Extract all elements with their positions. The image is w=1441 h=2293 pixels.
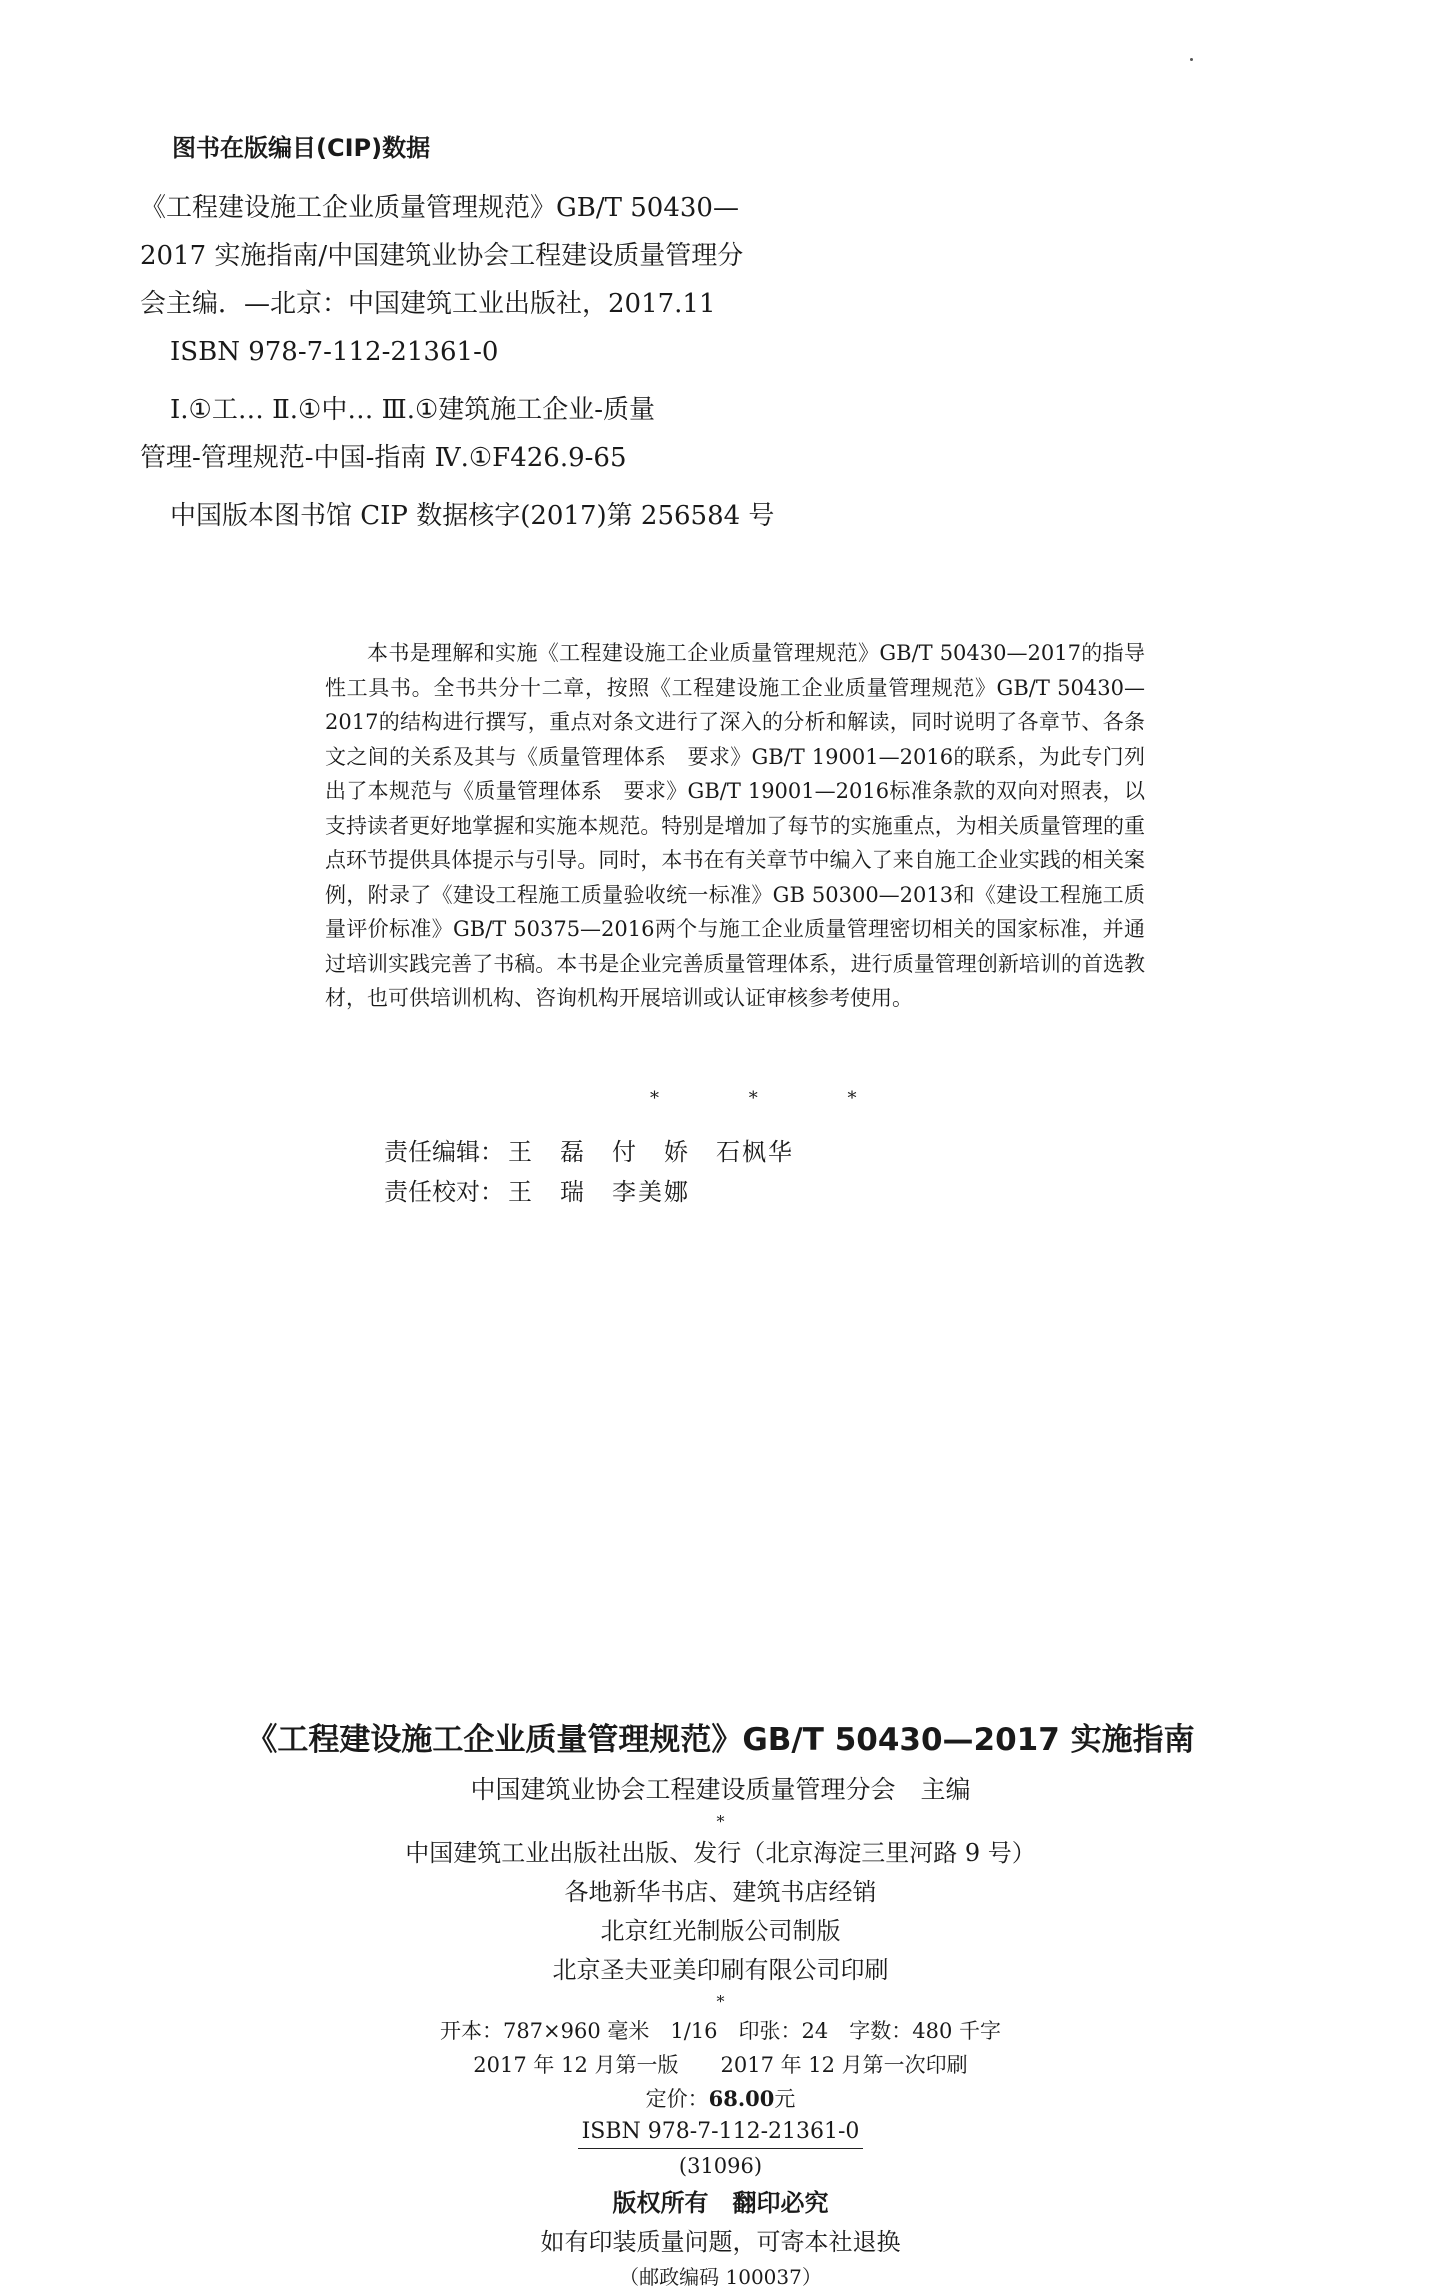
colophon-rights: 版权所有 翻印必究 xyxy=(612,2189,829,2217)
editors-block xyxy=(384,1132,794,1212)
responsible-editor-names: 王 磊 付 娇 石枫华 xyxy=(508,1138,794,1166)
colophon-printer: 北京圣夫亚美印刷有限公司印刷 xyxy=(552,1956,889,1984)
colophon-return-notice: 如有印装质量问题，可寄本社退换 xyxy=(540,2228,901,2256)
price-unit: 元 xyxy=(774,2087,796,2111)
colophon-edition: 2017 年 12 月第一版 2017 年 12 月第一次印刷 xyxy=(473,2053,968,2077)
cip-classification: 管理-管理规范-中国-指南 Ⅳ.①F426.9-65 xyxy=(140,443,627,473)
colophon-postcode: （邮政编码 100037） xyxy=(619,2265,822,2289)
proofreader-names: 王 瑞 李美娜 xyxy=(508,1178,690,1206)
cip-title: 图书在版编目(CIP)数据 xyxy=(172,134,431,162)
colophon-specs: 开本：787×960 毫米 1/16 印张：24 字数：480 千字 xyxy=(439,2019,1002,2043)
proofreader-label: 责任校对： xyxy=(384,1178,504,1206)
cip-line: 《工程建设施工企业质量管理规范》GB/T 50430— xyxy=(140,193,739,223)
price-value: 68.00 xyxy=(708,2086,775,2111)
cip-verify-number: 中国版本图书馆 CIP 数据核字(2017)第 256584 号 xyxy=(170,501,775,531)
colophon xyxy=(0,1720,1441,2293)
colophon-star: * xyxy=(716,1992,725,2011)
scan-speck xyxy=(1190,58,1193,61)
colophon-price xyxy=(0,2082,1441,2116)
colophon-publisher: 中国建筑工业出版社出版、发行（北京海淀三里河路 9 号） xyxy=(405,1839,1036,1867)
cip-line: 会主编．—北京：中国建筑工业出版社，2017.11 xyxy=(140,289,716,319)
cip-line: 2017 实施指南/中国建筑业协会工程建设质量管理分 xyxy=(140,241,744,271)
colophon-chief-editor: 中国建筑业协会工程建设质量管理分会 主编 xyxy=(470,1775,971,1804)
price-label: 定价： xyxy=(645,2087,709,2111)
responsible-editor-row xyxy=(384,1132,794,1172)
cip-block xyxy=(140,130,860,540)
colophon-title: 《工程建设施工企业质量管理规范》GB/T 50430—2017 实施指南 xyxy=(246,1722,1195,1758)
cip-isbn: ISBN 978-7-112-21361-0 xyxy=(170,337,499,367)
cip-classification: Ⅰ.①工… Ⅱ.①中… Ⅲ.①建筑施工企业-质量 xyxy=(170,395,656,425)
separator-stars: * * * xyxy=(650,1088,899,1109)
colophon-isbn: ISBN 978-7-112-21361-0 xyxy=(578,2116,864,2149)
colophon-code: (31096) xyxy=(678,2154,763,2178)
proofreader-row xyxy=(384,1172,794,1212)
colophon-star: * xyxy=(716,1812,725,1831)
book-description: 本书是理解和实施《工程建设施工企业质量管理规范》GB/T 50430—2017的指导性工具书。全书共分十二章，按照《工程建设施工企业质量管理规范》GB/T 50430—2017的结构进行撰写，重点对条文进行了深入的分析和解读，同时说明了各章节、各条文之间的关系及其与《质量管理体系 要求》GB/T 19001—2016的联系，为此专门列出了本规范与《质量管理体系 要求》GB/T 19001—2016标准条款的双向对照表，以支持读者更好地掌握和实施本规范。特别是增加了每节的实施重点，为相关质量管理的重点环节提供具体提示与引导。同时，本书在有关章节中编入了来自施工企业实践的相关案例，附录了《建设工程施工质量验收统一标准》GB 50300—2013和《建设工程施工质量评价标准》GB/T 50375—2016两个与施工企业质量管理密切相关的国家标准，并通过培训实践完善了书稿。本书是企业完善质量管理体系，进行质量管理创新培训的首选教材，也可供培训机构、咨询机构开展培训或认证审核参考使用。 xyxy=(325,641,1145,1010)
colophon-plate: 北京红光制版公司制版 xyxy=(600,1917,841,1945)
colophon-distribution: 各地新华书店、建筑书店经销 xyxy=(564,1878,877,1906)
responsible-editor-label: 责任编辑： xyxy=(384,1138,504,1166)
